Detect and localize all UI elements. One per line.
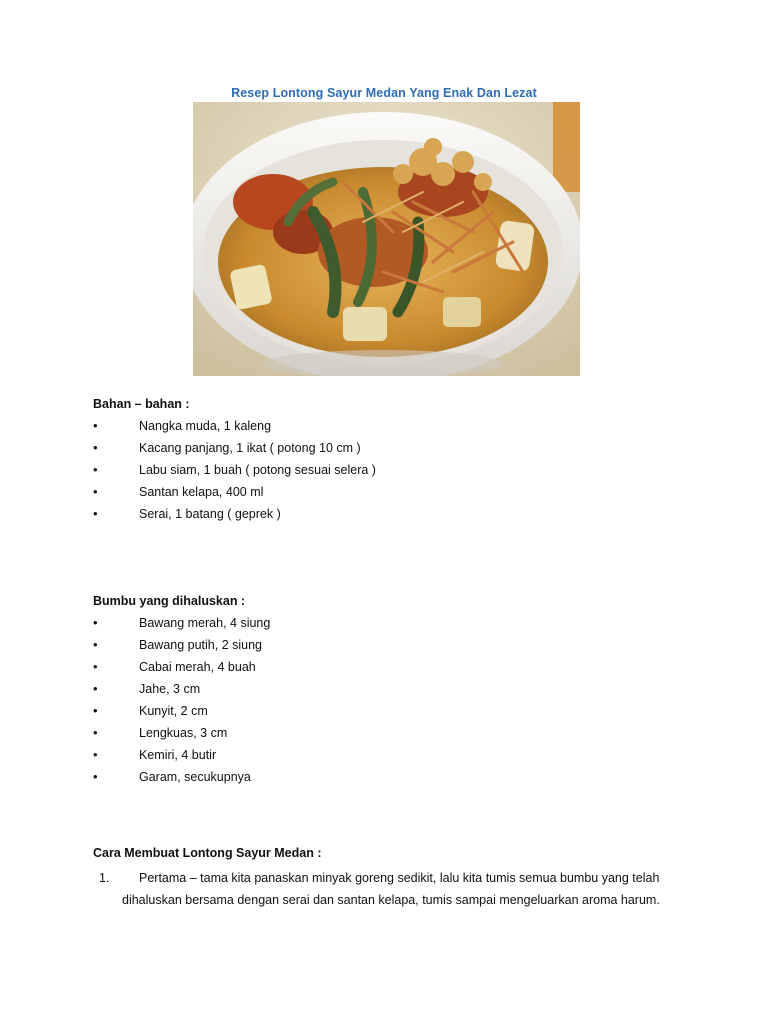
spices-heading: Bumbu yang dihaluskan :	[93, 594, 246, 608]
list-item-text: Kunyit, 2 cm	[139, 704, 208, 718]
list-item-text: Serai, 1 batang ( geprek )	[139, 507, 281, 521]
list-item-text: Jahe, 3 cm	[139, 682, 201, 696]
list-item-text: Labu siam, 1 buah ( potong sesuai selera )	[139, 463, 376, 477]
bullet-icon: •	[93, 440, 98, 455]
instructions-list	[93, 867, 693, 911]
list-item	[93, 659, 693, 681]
list-item-text: Bawang merah, 4 siung	[139, 616, 271, 630]
list-item-text: Santan kelapa, 400 ml	[139, 485, 264, 499]
ingredients-heading: Bahan – bahan :	[93, 397, 190, 411]
list-item	[93, 615, 693, 637]
list-item	[93, 769, 693, 791]
list-item	[93, 440, 693, 462]
list-item	[93, 747, 693, 769]
instructions-heading: Cara Membuat Lontong Sayur Medan :	[93, 846, 322, 860]
ingredients-list	[93, 418, 693, 528]
list-item	[93, 462, 693, 484]
bullet-icon: •	[93, 462, 98, 477]
ingredients-section	[93, 396, 693, 528]
bullet-icon: •	[93, 615, 98, 630]
list-item	[93, 637, 693, 659]
list-item-text: Kemiri, 4 butir	[139, 748, 217, 762]
recipe-title: Resep Lontong Sayur Medan Yang Enak Dan Lezat	[231, 86, 537, 100]
bullet-icon: •	[93, 484, 98, 499]
list-item-text: Lengkuas, 3 cm	[139, 726, 228, 740]
list-item-text: Kacang panjang, 1 ikat ( potong 10 cm )	[139, 441, 361, 455]
list-item-text: Cabai merah, 4 buah	[139, 660, 256, 674]
bullet-icon: •	[93, 703, 98, 718]
list-item	[93, 725, 693, 747]
bullet-icon: •	[93, 637, 98, 652]
bullet-icon: •	[93, 506, 98, 521]
bullet-icon: •	[93, 769, 98, 784]
list-item-text: Nangka muda, 1 kaleng	[139, 419, 272, 433]
list-item-text: Bawang putih, 2 siung	[139, 638, 263, 652]
bullet-icon: •	[93, 418, 98, 433]
list-item	[93, 681, 693, 703]
step-text: Pertama – tama kita panaskan minyak goreng sedikit, lalu kita tumis semua bumbu yang telah dihaluskan bersama dengan serai dan santan kelapa, tumis sampai mengeluarkan aroma harum.	[122, 871, 660, 907]
list-item	[93, 484, 693, 506]
instructions-section	[93, 845, 693, 911]
list-item	[93, 703, 693, 725]
list-item	[93, 418, 693, 440]
bullet-icon: •	[93, 659, 98, 674]
step-number: 1.	[99, 871, 110, 885]
bullet-icon: •	[93, 725, 98, 740]
spices-section	[93, 593, 693, 791]
food-photo	[193, 102, 580, 376]
bullet-icon: •	[93, 681, 98, 696]
spices-list	[93, 615, 693, 791]
food-photo-image	[193, 102, 580, 376]
list-item	[93, 506, 693, 528]
list-item-text: Garam, secukupnya	[139, 770, 251, 784]
instruction-step	[93, 867, 693, 911]
bullet-icon: •	[93, 747, 98, 762]
